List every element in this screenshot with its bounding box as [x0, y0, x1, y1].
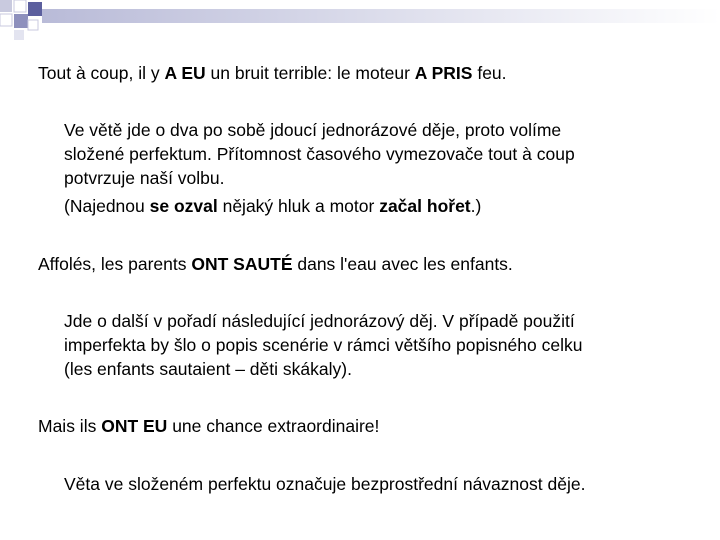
decor-square-3 [28, 2, 42, 16]
sentence-1-verb-2: A PRIS [414, 63, 473, 83]
sentence-1-part-e: feu. [472, 63, 507, 83]
sentence-1-part-a: Tout à coup, il y [38, 63, 165, 83]
sentence-1-verb-1: A EU [164, 63, 206, 83]
sentence-3-part-c: une chance extraordinaire! [167, 416, 380, 436]
sentence-1-part-c: un bruit terrible: le moteur [205, 63, 415, 83]
explanation-1-line-1: Ve větě jde o dva po sobě jdoucí jednorázové děje, proto volíme [64, 120, 562, 140]
explanation-1-line-3: potvrzuje naší volbu. [64, 168, 225, 188]
header-gradient-bar [42, 9, 720, 23]
header-decoration [0, 0, 720, 40]
explanation-1-verb-1: se ozval [149, 196, 218, 216]
explanation-1-part-c: nějaký hluk a motor [217, 196, 380, 216]
explanation-1-part-e: .) [470, 196, 482, 216]
decor-square-6 [28, 20, 38, 30]
sentence-2 [38, 252, 513, 276]
explanation-1-line-4 [64, 194, 481, 218]
explanation-1-verb-2: začal hořet [379, 196, 471, 216]
explanation-1-part-a: (Najednou [64, 196, 150, 216]
explanation-2-line-3: (les enfants sautaient – děti skákaly). [64, 359, 352, 379]
decor-square-5 [14, 14, 28, 28]
sentence-2-part-a: Affolés, les parents [38, 254, 192, 274]
decor-square-4 [0, 14, 12, 26]
sentence-3-part-a: Mais ils [38, 416, 102, 436]
explanation-2-line-2: imperfekta by šlo o popis scenérie v rámci většího popisného celku [64, 335, 583, 355]
sentence-1 [38, 61, 507, 85]
explanation-3-line-1: Věta ve složeném perfektu označuje bezprostřední návaznost děje. [64, 474, 586, 494]
sentence-3-verb: ONT EU [101, 416, 168, 436]
explanation-2-line-1: Jde o další v pořadí následující jednorázový děj. V případě použití [64, 311, 575, 331]
decor-square-2 [14, 0, 26, 12]
explanation-1-line-2: složené perfektum. Přítomnost časového vymezovače tout à coup [64, 144, 575, 164]
sentence-2-verb: ONT SAUTÉ [191, 254, 293, 274]
decor-square-1 [0, 0, 12, 12]
sentence-2-part-c: dans l'eau avec les enfants. [292, 254, 513, 274]
sentence-3 [38, 414, 379, 438]
decor-square-7 [14, 30, 24, 40]
